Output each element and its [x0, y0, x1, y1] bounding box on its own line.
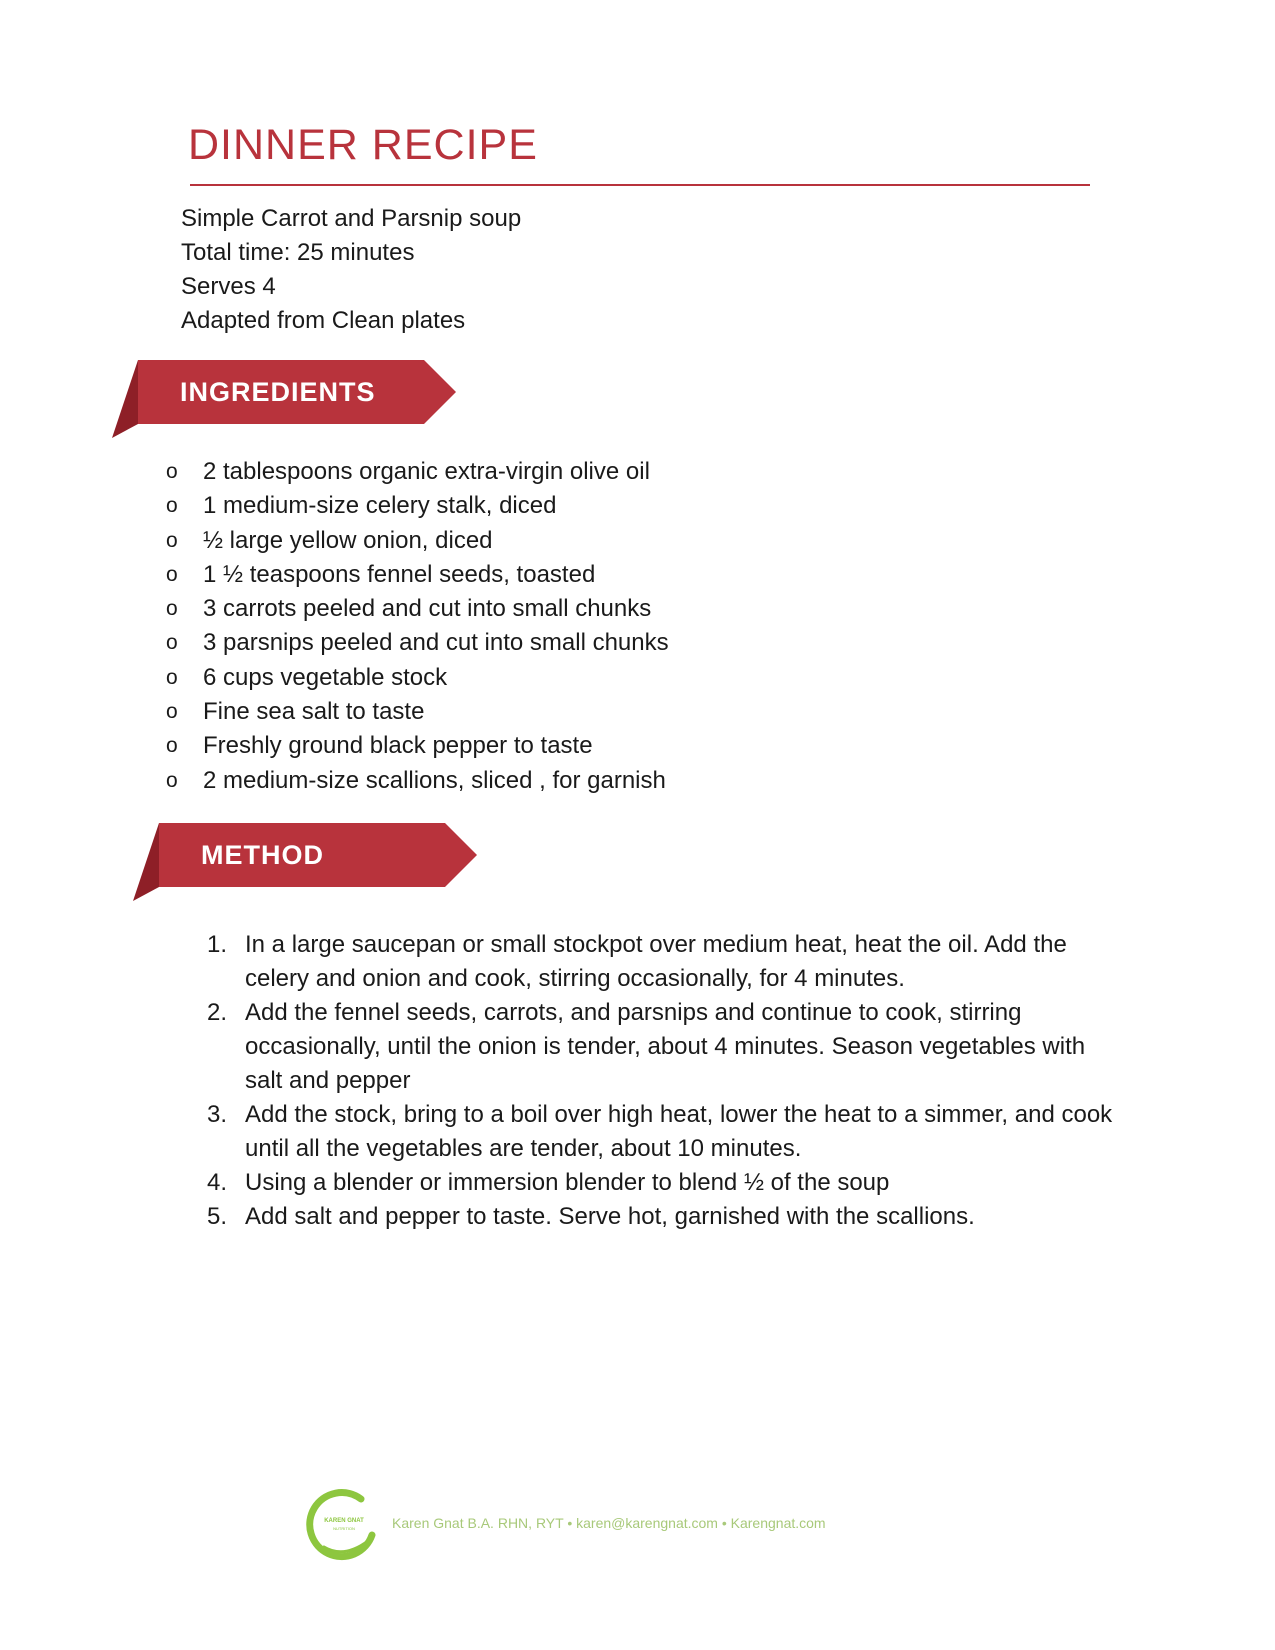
logo-subtext: NUTRITION [333, 1526, 355, 1531]
recipe-intro [181, 202, 521, 338]
title-divider [190, 184, 1090, 186]
list-item: o 3 carrots peeled and cut into small chunks [162, 592, 669, 626]
page-footer [306, 1487, 1006, 1561]
step-text: In a large saucepan or small stockpot over medium heat, heat the oil. Add the celery and onion and cook, stirring occasionally, for 4 minutes. [245, 931, 1067, 992]
list-item: o Fine sea salt to taste [162, 695, 669, 729]
bullet: o [166, 631, 178, 655]
step-text: Add salt and pepper to taste. Serve hot, garnished with the scallions. [245, 1203, 975, 1230]
list-item: o 6 cups vegetable stock [162, 661, 669, 695]
list-item: o 1 ½ teaspoons fennel seeds, toasted [162, 558, 669, 592]
method-steps [205, 928, 1125, 1234]
recipe-source: Adapted from Clean plates [181, 307, 466, 334]
method-step [205, 996, 1125, 1098]
method-step [205, 1166, 1125, 1200]
method-step [205, 1098, 1125, 1166]
bullet: o [166, 528, 178, 552]
footer-contact: Karen Gnat B.A. RHN, RYT • karen@karengnat.com • Karengnat.com [392, 1515, 826, 1531]
page-title: DINNER RECIPE [188, 121, 538, 169]
bullet: o [166, 734, 178, 758]
bullet: o [166, 460, 178, 483]
list-item: o 2 medium-size scallions, sliced , for garnish [162, 764, 669, 798]
ingredients-banner [112, 360, 462, 440]
list-item: o 2 tablespoons organic extra-virgin olive oil [162, 455, 669, 489]
step-number: 2. [207, 999, 228, 1026]
step-number: 5. [207, 1203, 228, 1230]
bullet: o [166, 562, 178, 586]
method-heading: METHOD [201, 840, 324, 870]
bullet: o [166, 665, 178, 689]
method-banner [133, 823, 483, 903]
method-step [205, 928, 1125, 996]
step-number: 4. [207, 1169, 228, 1196]
list-item: o ½ large yellow onion, diced [162, 524, 669, 558]
total-time: Total time: 25 minutes [181, 239, 415, 266]
ingredients-list [162, 455, 669, 798]
list-item: o 3 parsnips peeled and cut into small chunks [162, 626, 669, 660]
step-text: Add the stock, bring to a boil over high heat, lower the heat to a simmer, and cook until all the vegetables are tender, about 10 minutes. [245, 1101, 1113, 1162]
step-text: Add the fennel seeds, carrots, and parsnips and continue to cook, stirring occasionally, until the onion is tender, about 4 minutes. Season vegetables with salt and pepper [245, 999, 1086, 1094]
bullet: o [166, 597, 178, 621]
step-text: Using a blender or immersion blender to blend ½ of the soup [245, 1169, 890, 1196]
karen-gnat-logo-icon [306, 1487, 382, 1561]
list-item: o Freshly ground black pepper to taste [162, 729, 669, 763]
method-step [205, 1200, 1125, 1234]
step-number: 3. [207, 1101, 228, 1128]
bullet: o [166, 700, 178, 724]
bullet: o [166, 768, 178, 792]
ingredients-heading: INGREDIENTS [180, 377, 376, 407]
logo-text: KAREN GNAT [324, 1518, 364, 1524]
servings: Serves 4 [181, 273, 276, 300]
recipe-name: Simple Carrot and Parsnip soup [181, 205, 522, 232]
step-number: 1. [207, 931, 228, 958]
bullet: o [166, 494, 178, 518]
list-item: o 1 medium-size celery stalk, diced [162, 489, 669, 523]
